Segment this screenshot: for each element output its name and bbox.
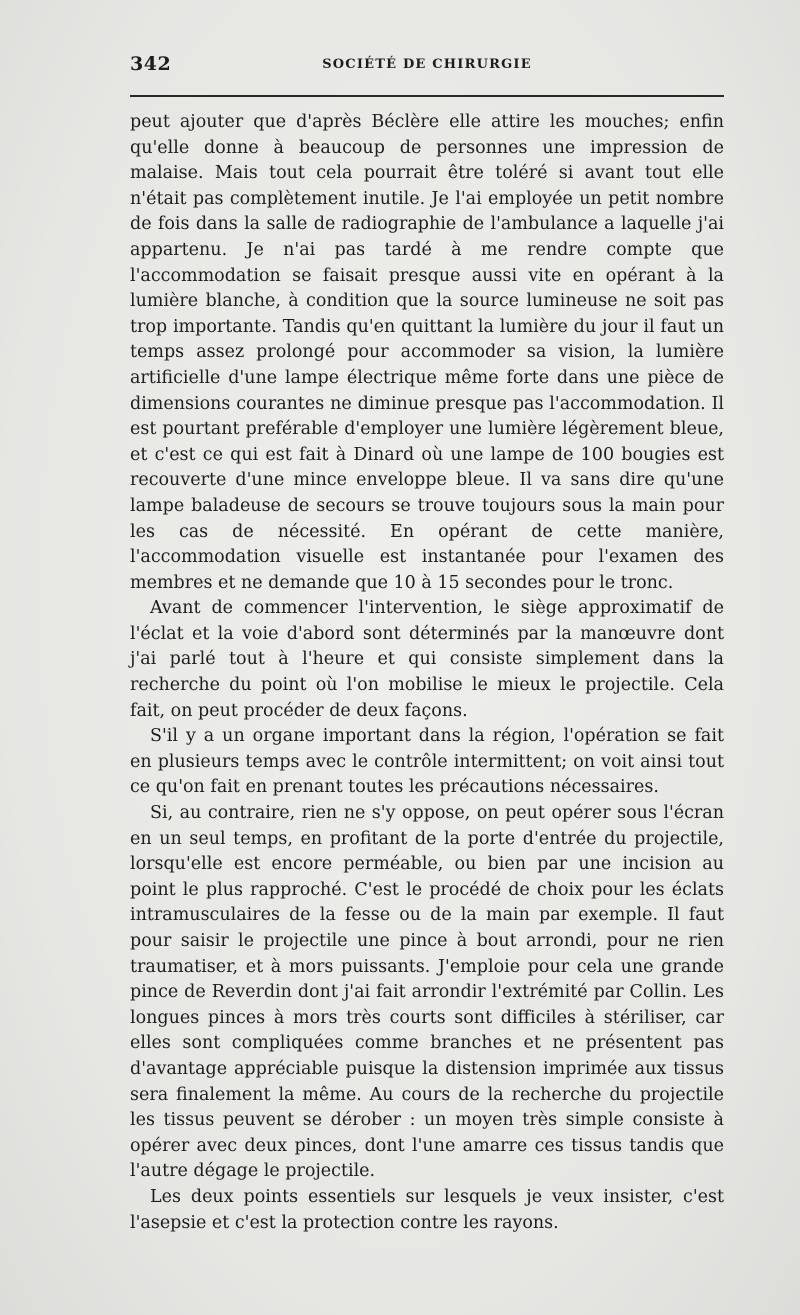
paragraph-seul-temps: Si, au contraire, rien ne s'y oppose, on peut opérer sous l'écran en un seul temps, en profitant de la porte d'entrée du projectile, lorsqu'elle est encore perméable, ou bien par une incision au point le plus rapproché. C'est le procédé de choix pour les éclats intramusculaires de la fesse ou de la main par exemple. Il faut pour saisir le projectile une pince à bout arrondi, pour ne rien traumatiser, et à mors puissants. J'emploie pour cela une grande pince de Reverdin dont j'ai fait arrondir l'extrémité par Collin. Les longues pinces à mors très courts sont difficiles à stériliser, car elles sont compliquées comme branches et ne présentent pas d'avantage appréciable puisque la distension imprimée aux tissus sera finalement la même. Au cours de la recherche du projectile les tissus peuvent se dérober : un moyen très simple consiste à opérer avec deux pinces, dont l'une amarre ces tissus tandis que l'autre dégage le projectile. [130, 803, 724, 1182]
body-text [130, 110, 724, 1236]
paragraph-continuation: peut ajouter que d'après Béclère elle attire les mouches; enfin qu'elle donne à beaucoup de personnes une impression de malaise. Mais tout cela pourrait être toléré si avant tout elle n'était pas complètement inutile. Je l'ai employée un petit nombre de fois dans la salle de radiographie de l'ambulance a laquelle j'ai appartenu. Je n'ai pas tardé à me rendre compte que l'accommodation se faisait presque aussi vite en opérant à la lumière blanche, à condition que la source lumineuse ne soit pas trop importante. Tandis qu'en quittant la lumière du jour il faut un temps assez prolongé pour accommoder sa vision, la lumière artificielle d'une lampe électrique même forte dans une pièce de dimensions courantes ne diminue presque pas l'accommodation. Il est pourtant preférable d'employer une lumière légèrement bleue, et c'est ce qui est fait à Dinard où une lampe de 100 bougies est recouverte d'une mince enveloppe bleue. Il va sans dire qu'une lampe baladeuse de secours se trouve toujours sous la main pour les cas de nécessité. En opérant de cette manière, l'accommodation visuelle est instantanée pour l'examen des membres et ne demande que 10 à 15 secondes pour le tronc. [130, 112, 724, 593]
header-rule [130, 95, 724, 97]
paragraph-organe-important: S'il y a un organe important dans la région, l'opération se fait en plusieurs temps avec le contrôle intermittent; on voit ainsi tout ce qu'on fait en prenant toutes les précautions nécessaires. [130, 726, 724, 798]
paragraph-points-essentiels: Les deux points essentiels sur lesquels je veux insister, c'est l'asepsie et c'est la protection contre les rayons. [130, 1186, 724, 1233]
page-number: 342 [130, 53, 172, 75]
page-header [130, 53, 724, 79]
paragraph-intervention: Avant de commencer l'intervention, le siège approximatif de l'éclat et la voie d'abord sont déterminés par la manœuvre dont j'ai parlé tout à l'heure et qui consiste simplement dans la recherche du point où l'on mobilise le mieux le projectile. Cela fait, on peut procéder de deux façons. [130, 598, 724, 721]
running-title: SOCIÉTÉ DE CHIRURGIE [322, 57, 532, 72]
